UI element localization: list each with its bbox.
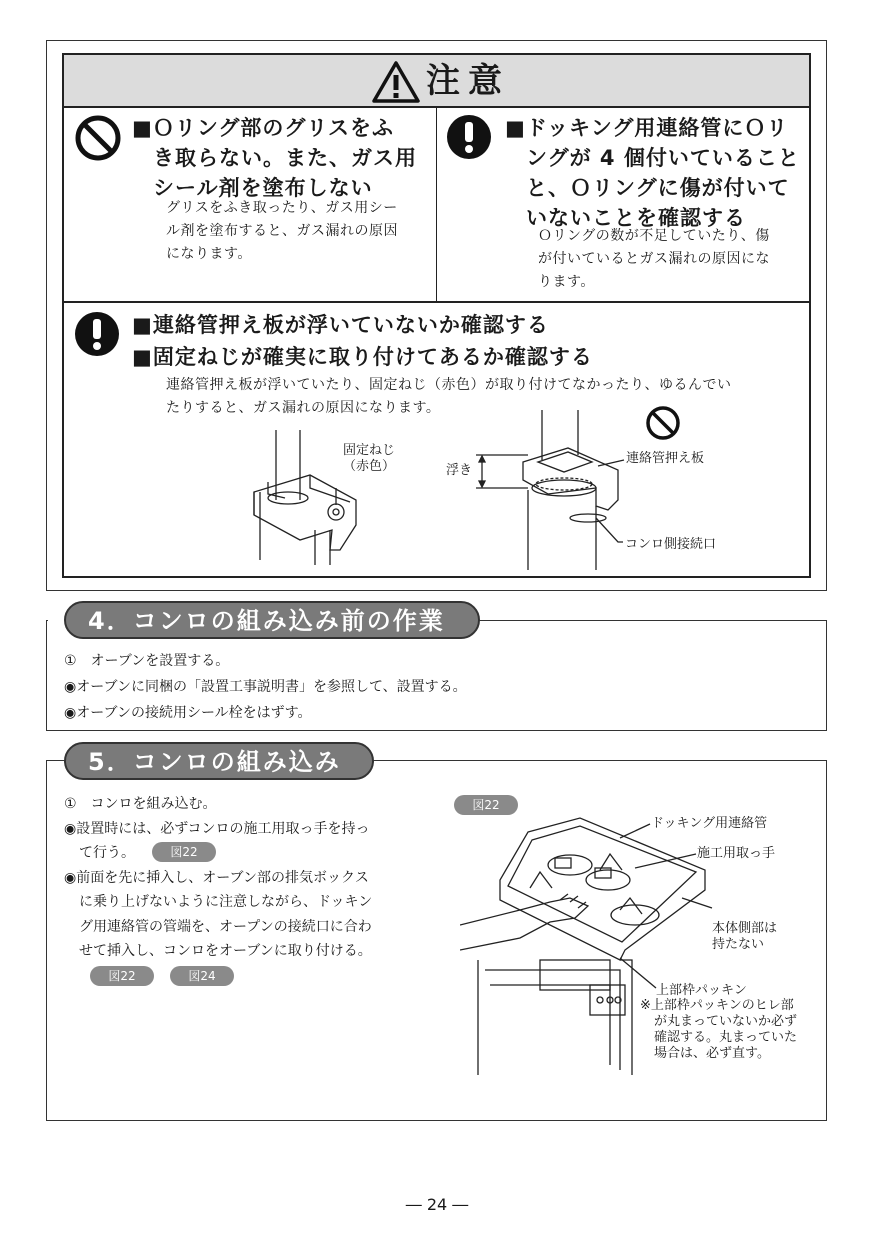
floating-plate-illustration	[468, 410, 638, 570]
prohibition-icon	[74, 114, 122, 162]
row-divider	[64, 301, 809, 303]
list-item: ◉オーブンの接続用シール栓をはずす。	[64, 705, 312, 721]
block3-heading: ■連絡管押え板が浮いていないか確認する ■固定ねじが確実に取り付けてあるか確認する	[132, 313, 593, 369]
list-item: ◉前面を先に挿入し、オーブン部の排気ボックス	[64, 869, 369, 886]
list-item: せて挿入し、コンロをオーブンに取り付ける。	[79, 943, 372, 959]
float-label: 浮き	[446, 463, 473, 478]
list-item: ① オーブンを設置する。	[64, 653, 230, 669]
list-item: に乗り上げないように注意しながら、ドッキン	[79, 894, 373, 910]
section5-title: 5．コンロの組み込み	[64, 742, 374, 780]
figure-badge: 図22	[454, 795, 518, 815]
column-divider	[436, 108, 437, 301]
screw-label: 固定ねじ （赤色）	[343, 443, 396, 474]
side-label: 本体側部は 持たない	[712, 921, 778, 952]
block2-heading: ■ドッキング用連絡管にＯリ ングが 4 個付いていること と、Ｏリングに傷が付いて いないことを確認する	[505, 116, 800, 230]
section5-list	[64, 792, 372, 964]
section4-list	[64, 650, 467, 725]
packing-note: ※上部枠パッキンのヒレ部 が丸まっていないか必ず 確認する。丸まっていた 場合は、必ず直す。	[640, 998, 798, 1061]
mandatory-icon	[74, 310, 120, 358]
prohibition-icon	[644, 404, 682, 442]
block1-body: グリスをふき取ったり、ガス用シー ル剤を塗布すると、ガス漏れの原因 になります。	[166, 200, 398, 262]
plate-label: 連絡管押え板	[626, 451, 705, 466]
figure-ref-badge[interactable]: 図22	[152, 842, 216, 862]
block1-heading: ■Ｏリング部のグリスをふ き取らない。また、ガス用 シール剤を塗布しない	[132, 116, 417, 200]
mandatory-icon	[446, 113, 492, 161]
packing-label: 上部枠パッキン	[656, 983, 747, 998]
docking-pipe-label: ドッキング用連絡管	[651, 816, 768, 831]
list-item: ◉オーブンに同梱の「設置工事説明書」を参照して、設置する。	[64, 679, 467, 695]
list-item: て行う。	[79, 845, 135, 861]
warning-triangle-icon	[372, 60, 420, 104]
handle-label: 施工用取っ手	[697, 846, 776, 861]
port-label: コンロ側接続口	[625, 537, 717, 552]
list-item: グ用連絡管の管端を、オープンの接続口に合わ	[79, 918, 372, 935]
block3-body: 連絡管押え板が浮いていたり、固定ねじ（赤色）が取り付けてなかったり、ゆるんでい たりすると、ガス漏れの原因になります。	[166, 377, 732, 416]
list-item: ◉設置時には、必ずコンロの施工用取っ手を持っ	[64, 820, 370, 837]
figure-ref-badge[interactable]: 図22	[90, 966, 154, 986]
list-item: ① コンロを組み込む。	[64, 796, 217, 812]
block2-body: Ｏリングの数が不足していたり、傷 が付いているとガス漏れの原因にな ります。	[538, 228, 770, 290]
page-number: ― 24 ―	[405, 1195, 469, 1214]
figure-ref-badge[interactable]: 図24	[170, 966, 234, 986]
caution-title: 注意	[426, 61, 510, 101]
section4-title: 4．コンロの組み込み前の作業	[64, 601, 480, 639]
